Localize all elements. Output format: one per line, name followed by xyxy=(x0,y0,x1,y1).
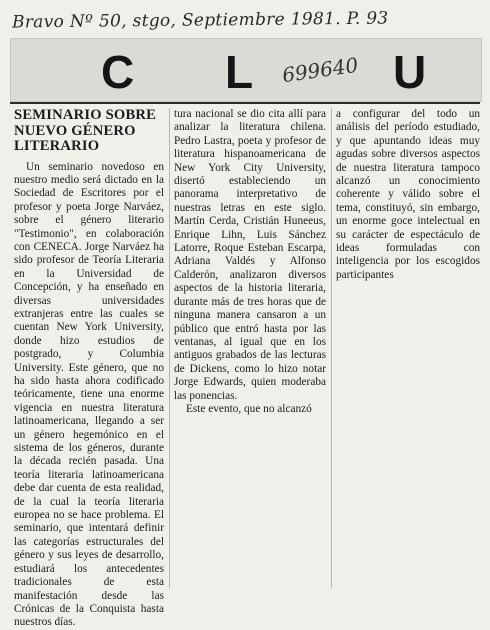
article-paragraph: Este evento, que no alcanzó xyxy=(186,402,312,415)
masthead-banner xyxy=(10,38,482,102)
handwritten-archive-number: 699640 xyxy=(280,52,360,88)
article-column-1 xyxy=(14,108,164,630)
masthead-letter-u: U xyxy=(393,46,427,98)
column-divider xyxy=(169,108,170,588)
article-headline: SEMINARIO SOBRE NUEVO GÉNERO LITERARIO xyxy=(14,107,157,154)
article-paragraph: Un seminario novedoso en nuestro medio será dictado en la Sociedad de Escritores por el profesor y poeta Jorge Narváez, sobre el género literario "Testimonio", en colaboración con CENECA. Jorge Narváez ha sido profesor de Teoría Literaria en la Universidad de Concepción, y ha enseñado en diversas universidades extranjeras entre las cuales se cuentan New York University, donde hizo estudios de postgrado, y Columbia University. Este género, que no ha sido hasta ahora codificado teóricamente, tiene una enorme vigencia en nuestra literatura latinoamericana, llegando a ser un género hegemónico en el sistema de los géneros, durante la década recién pasada. Una teoría literaria latinoamericana debe dar cuenta de esta realidad, de la cual la teoría literaria europea no se hace problema. El seminario, que intentará definir las categorías estructurales del género y sus leyes de desarrollo, estudiará los antecedentes tradicionales de esta manifestación desde las Crónicas de la Conquista hasta nuestros días. xyxy=(14,160,164,629)
masthead-letter-l: L xyxy=(225,46,254,98)
column-divider xyxy=(331,108,332,588)
masthead-letter-c: C xyxy=(101,46,135,98)
article-column-2 xyxy=(174,108,326,416)
handwritten-source-note: Bravo Nº 50, stgo, Septiembre 1981. P. 93 xyxy=(11,8,389,33)
article-paragraph: a configurar del todo un análisis del período estudiado, y que apuntando ideas muy agudas sobre diversos aspectos de nuestra literatura tampoco alcanzó un conocimiento coherente y válido sobre el tema, constituyó, sin embargo, un enorme goce intelectual en su carácter de espectáculo de ideas formuladas con inteligencia por los escogidos participantes xyxy=(336,108,480,281)
article-column-3 xyxy=(336,108,480,282)
article-paragraph: tura nacional se dio cita allí para analizar la literatura chilena. Pedro Lastra, poeta y profesor de literatura hispanoamericana de New York City University, disertó estableciendo un panorama interpretativo de nuestras letras en este siglo. Martín Cerda, Cristián Huneeus, Enrique Lihn, Luis Sánchez Latorre, Roque Esteban Escarpa, Adriana Valdés y Alfonso Calderón, analizaron diversos aspectos de la historia literaria, durante más de tres horas que de ninguna manera cansaron a un público que entró hasta por las ventanas, al igual que en los antiguos grabados de las lecturas de Dickens, como lo hizo notar Jorge Edwards, quien moderaba las ponencias. xyxy=(174,108,326,402)
header-rule xyxy=(10,102,480,104)
